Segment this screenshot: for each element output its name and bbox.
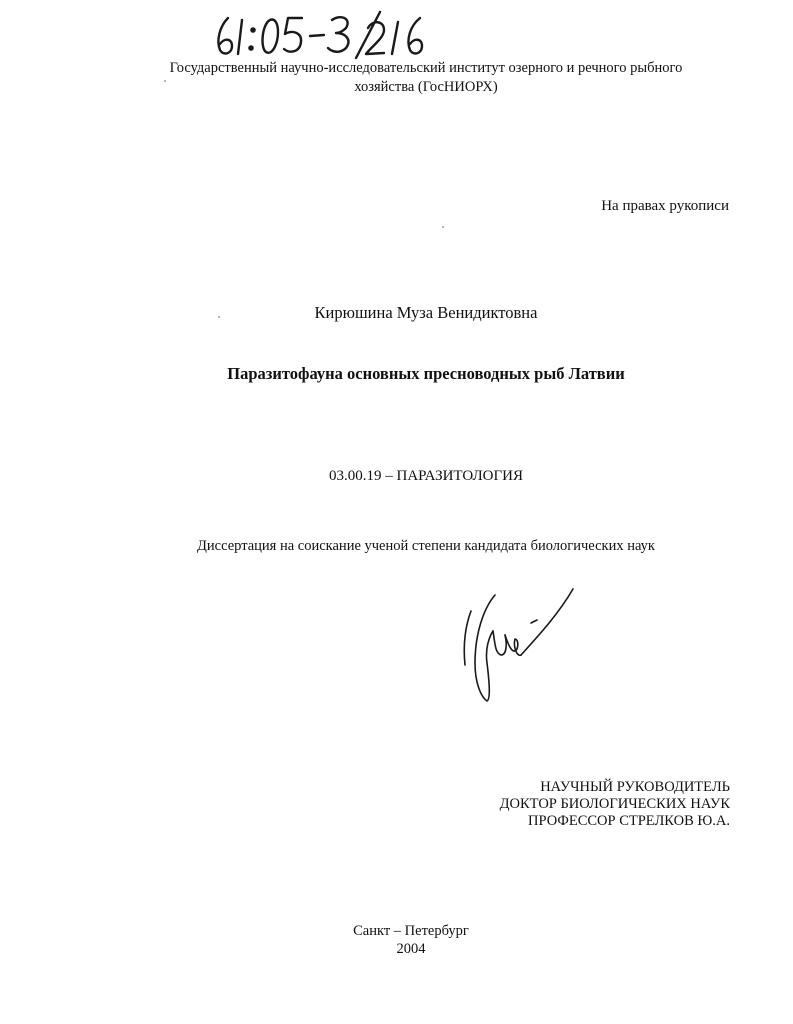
institute-line-2: хозяйства (ГосНИОРХ) [354, 79, 498, 95]
supervisor-block [430, 779, 730, 830]
supervisor-line-3: ПРОФЕССОР СТРЕЛКОВ Ю.А. [528, 813, 730, 829]
scan-speck [442, 226, 444, 228]
degree-statement: Диссертация на соискание ученой степени кандидата биологических наук [197, 538, 655, 554]
supervisor-line-2: ДОКТОР БИОЛОГИЧЕСКИХ НАУК [499, 796, 730, 812]
institute-line-1: Государственный научно-исследовательский институт озерного и речного рыбного [169, 60, 683, 76]
supervisor-line-1: НАУЧНЫЙ РУКОВОДИТЕЛЬ [540, 779, 730, 795]
author-name: Кирюшина Муза Венидиктовна [314, 303, 538, 322]
handwritten-archive-code [212, 4, 452, 62]
institute-header [140, 59, 712, 97]
scan-speck [218, 316, 220, 318]
dissertation-title: Паразитофауна основных пресноводных рыб Латвии [227, 364, 625, 383]
author-signature [455, 583, 580, 705]
specialty-code: 03.00.19 – ПАРАЗИТОЛОГИЯ [329, 468, 523, 484]
year: 2004 [396, 941, 426, 957]
place-and-year [300, 922, 522, 958]
city: Санкт – Петербург [353, 923, 469, 939]
scan-speck [164, 80, 166, 82]
manuscript-note: На правах рукописи [601, 198, 729, 214]
